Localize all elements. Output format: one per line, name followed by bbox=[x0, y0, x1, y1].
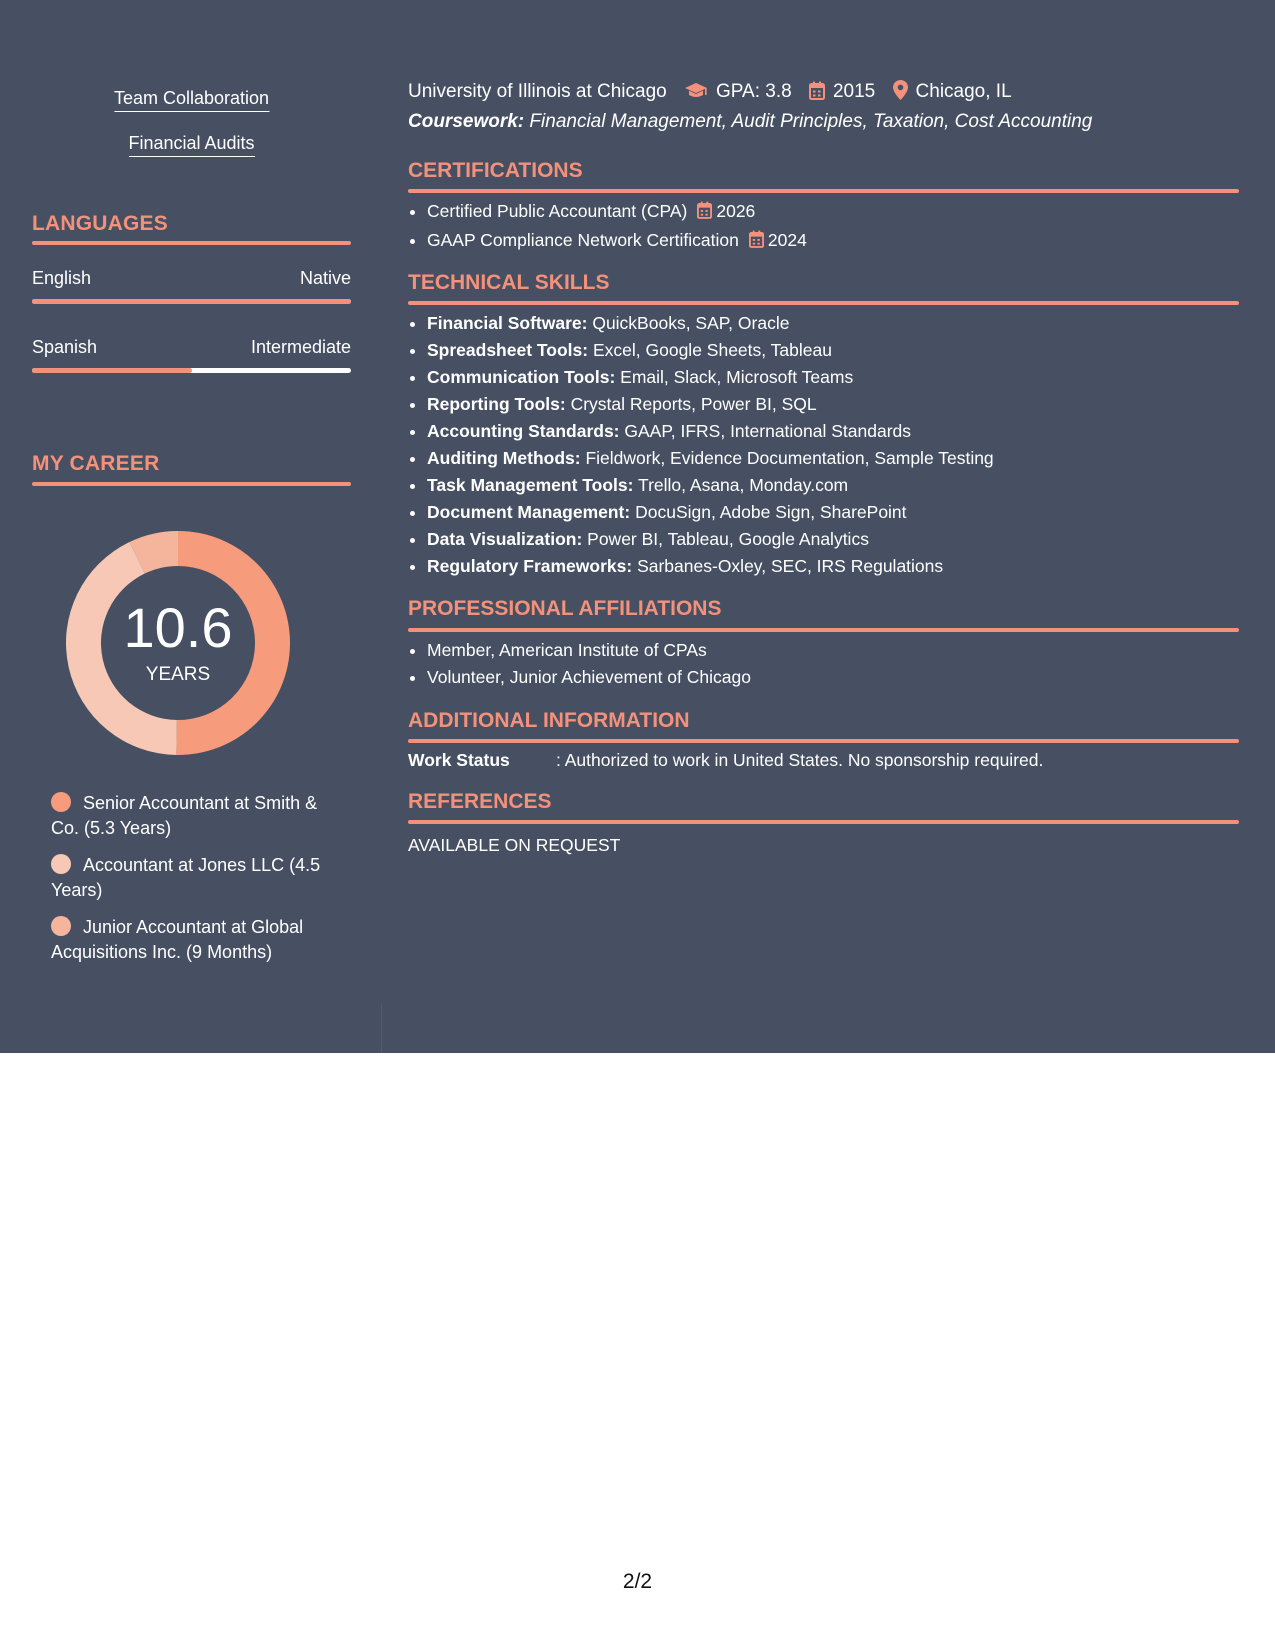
skill-item bbox=[427, 445, 994, 472]
certifications-rule bbox=[408, 189, 1239, 193]
technical-skills-rule bbox=[408, 301, 1239, 305]
work-status-label: Work Status bbox=[408, 750, 510, 770]
work-status-value: : Authorized to work in United States. No sponsorship required. bbox=[556, 750, 1044, 770]
skill-financial-audits: Financial Audits bbox=[128, 133, 254, 157]
skill-team-collaboration: Team Collaboration bbox=[114, 88, 269, 112]
certification-item bbox=[427, 227, 807, 256]
languages-heading: LANGUAGES bbox=[32, 212, 168, 235]
skill-values: Email, Slack, Microsoft Teams bbox=[620, 367, 854, 387]
career-role-label: Junior Accountant at Global Acquisitions Inc. (9 Months) bbox=[51, 917, 304, 962]
skill-category: Reporting Tools: bbox=[427, 394, 566, 414]
affiliation-item: • Member, American Institute of CPAs bbox=[427, 637, 751, 664]
career-total-value: 10.6 bbox=[123, 596, 233, 659]
technical-skills-list bbox=[408, 310, 994, 580]
skill-category: Auditing Methods: bbox=[427, 448, 581, 468]
skill-values: Trello, Asana, Monday.com bbox=[638, 475, 849, 495]
coursework-label: Coursework: bbox=[408, 111, 525, 132]
additional-info-rule bbox=[408, 739, 1239, 743]
language-level: Native bbox=[299, 268, 351, 288]
language-bar-spanish bbox=[32, 368, 351, 373]
career-total-unit: YEARS bbox=[145, 664, 211, 685]
technical-skills-heading: TECHNICAL SKILLS bbox=[408, 271, 610, 294]
education-gpa: GPA: 3.8 bbox=[716, 81, 792, 102]
work-status-row bbox=[408, 750, 1043, 771]
affiliations-rule bbox=[408, 628, 1239, 632]
skill-values: Excel, Google Sheets, Tableau bbox=[592, 340, 832, 360]
language-name: English bbox=[32, 268, 92, 288]
affiliations-heading: PROFESSIONAL AFFILIATIONS bbox=[408, 597, 722, 620]
languages-rule bbox=[32, 241, 351, 245]
skill-values: GAAP, IFRS, International Standards bbox=[624, 421, 912, 441]
skill-item bbox=[427, 391, 994, 418]
career-role-label: Accountant at Jones LLC (4.5 Years) bbox=[51, 855, 321, 900]
language-bar-fill bbox=[32, 299, 351, 304]
education-location: Chicago, IL bbox=[915, 81, 1012, 102]
language-name: Spanish bbox=[32, 337, 98, 357]
certification-name: Certified Public Accountant (CPA) bbox=[427, 201, 688, 221]
skill-category: Data Visualization: bbox=[427, 529, 583, 549]
skill-values: Fieldwork, Evidence Documentation, Sample Testing bbox=[585, 448, 994, 468]
skill-category: Regulatory Frameworks: bbox=[427, 556, 633, 576]
skill-values: Crystal Reports, Power BI, SQL bbox=[570, 394, 817, 414]
column-divider bbox=[381, 1003, 382, 1053]
career-legend-item bbox=[51, 853, 321, 903]
skill-category: Task Management Tools: bbox=[427, 475, 634, 495]
coursework-text: Financial Management, Audit Principles, Taxation, Cost Accounting bbox=[529, 111, 1093, 132]
skill-values: DocuSign, Adobe Sign, SharePoint bbox=[635, 502, 907, 522]
location-pin-icon bbox=[893, 80, 908, 106]
skill-category: Document Management: bbox=[427, 502, 631, 522]
language-bar-fill bbox=[32, 368, 192, 373]
calendar-icon bbox=[749, 229, 764, 256]
coursework-line bbox=[408, 111, 1092, 133]
affiliations-list bbox=[408, 637, 751, 691]
skill-values: QuickBooks, SAP, Oracle bbox=[592, 313, 790, 333]
skill-values: Sarbanes-Oxley, SEC, IRS Regulations bbox=[637, 556, 944, 576]
skill-item bbox=[427, 310, 994, 337]
legend-dot-icon bbox=[51, 792, 71, 812]
career-donut-chart bbox=[66, 531, 290, 755]
education-school: University of Illinois at Chicago bbox=[408, 81, 667, 102]
page-number: 2/2 bbox=[622, 1570, 653, 1593]
career-legend-item bbox=[51, 915, 321, 965]
references-heading: REFERENCES bbox=[408, 790, 552, 813]
career-role-label: Senior Accountant at Smith & Co. (5.3 Years) bbox=[51, 793, 318, 838]
certifications-list bbox=[408, 198, 807, 256]
career-legend-item bbox=[51, 791, 321, 841]
skill-item bbox=[427, 418, 994, 445]
skill-category: Financial Software: bbox=[427, 313, 588, 333]
additional-info-heading: ADDITIONAL INFORMATION bbox=[408, 709, 690, 732]
references-text: AVAILABLE ON REQUEST bbox=[408, 835, 621, 855]
skill-item bbox=[427, 553, 994, 580]
skill-category: Communication Tools: bbox=[427, 367, 616, 387]
skill-category: Accounting Standards: bbox=[427, 421, 620, 441]
certification-year: 2024 bbox=[767, 230, 807, 250]
skill-item bbox=[427, 499, 994, 526]
skill-category: Spreadsheet Tools: bbox=[427, 340, 589, 360]
education-year: 2015 bbox=[832, 81, 876, 102]
graduation-cap-icon bbox=[684, 82, 708, 106]
skill-item bbox=[427, 472, 994, 499]
certification-name: GAAP Compliance Network Certification bbox=[427, 230, 739, 250]
calendar-icon bbox=[809, 81, 825, 106]
legend-dot-icon bbox=[51, 916, 71, 936]
skill-values: Power BI, Tableau, Google Analytics bbox=[587, 529, 869, 549]
certification-year: 2026 bbox=[716, 201, 756, 221]
education-line bbox=[408, 80, 1012, 106]
skill-item bbox=[427, 526, 994, 553]
legend-dot-icon bbox=[51, 854, 71, 874]
language-bar-english bbox=[32, 299, 351, 304]
calendar-icon bbox=[697, 200, 712, 227]
affiliation-item: • Volunteer, Junior Achievement of Chicago bbox=[427, 664, 751, 691]
references-rule bbox=[408, 820, 1239, 824]
career-rule bbox=[32, 482, 351, 486]
certifications-heading: CERTIFICATIONS bbox=[408, 159, 583, 182]
skill-item bbox=[427, 337, 994, 364]
certification-item bbox=[427, 198, 807, 227]
skill-item bbox=[427, 364, 994, 391]
career-heading: MY CAREER bbox=[32, 452, 160, 475]
language-level: Intermediate bbox=[250, 337, 351, 357]
